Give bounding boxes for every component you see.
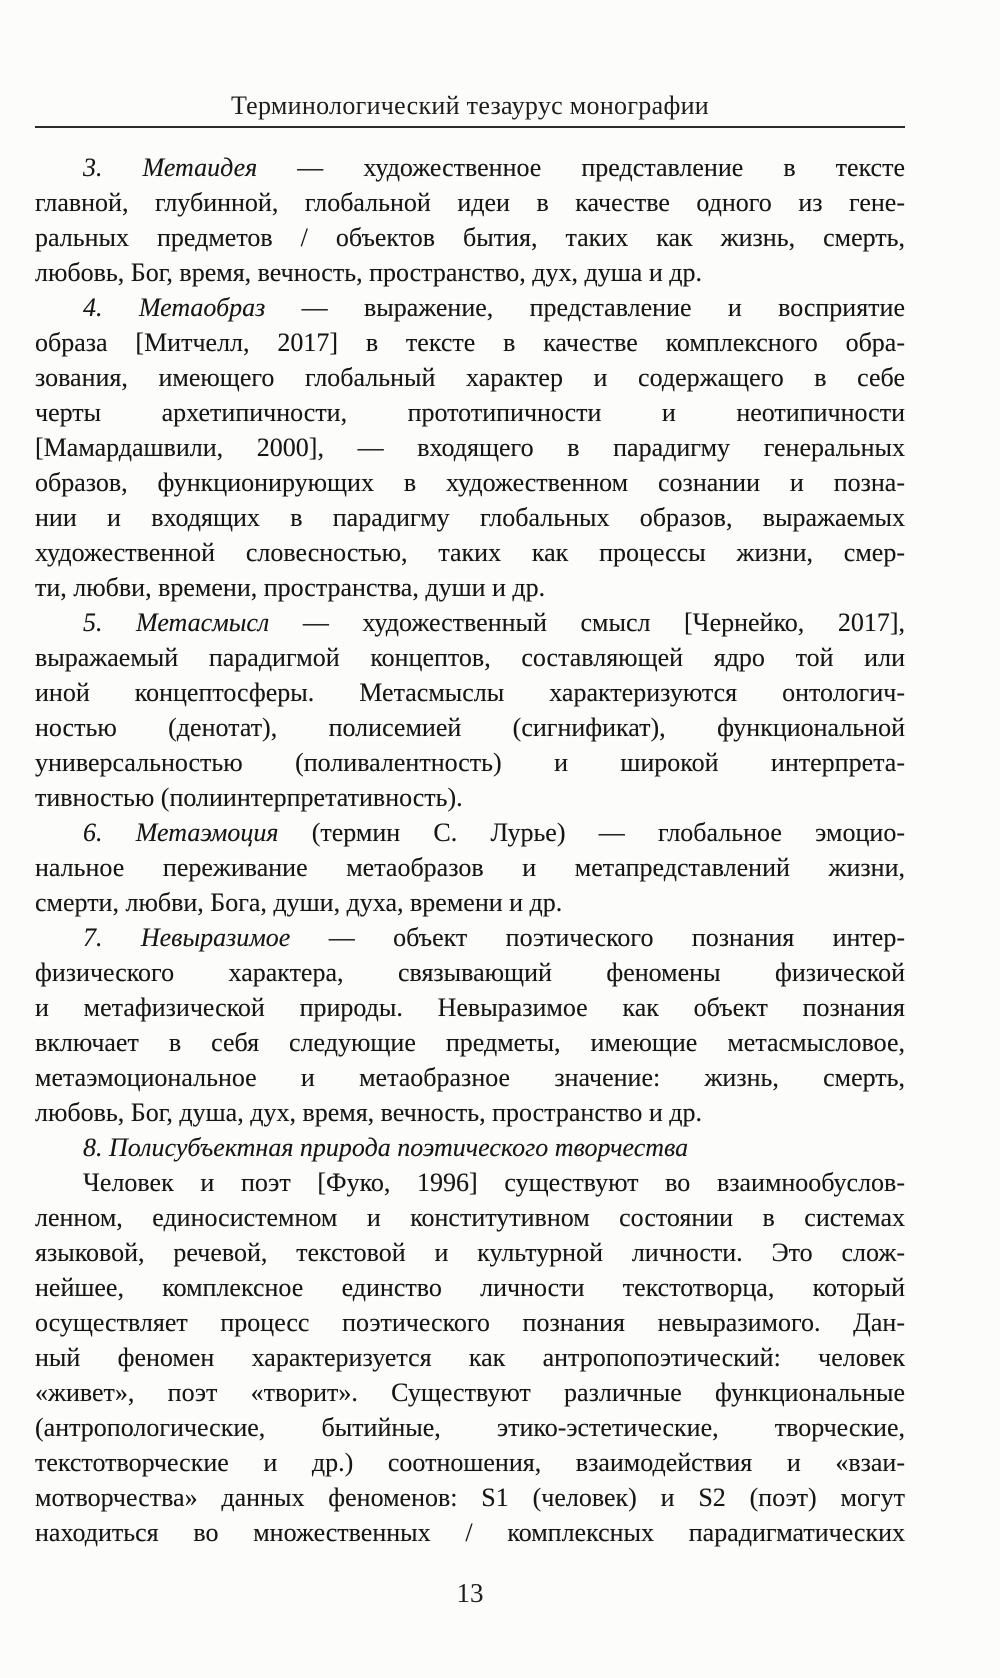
term-italic-text: 3. Метаидея	[83, 153, 258, 182]
paragraph-term-3-metaidea	[35, 150, 905, 290]
body-text-segment: метаэмоциональное и метаобразное значение: жизнь, смерть,	[35, 1063, 905, 1092]
body-text-segment: универсальностью (поливалентность) и широкой интерпрета-	[35, 748, 905, 777]
body-text-segment: нейшее, комплексное единство личности текстотворца, который	[35, 1273, 905, 1302]
body-text-segment: — художественный смысл [Чернейко, 2017],	[269, 608, 906, 637]
text-line	[35, 780, 905, 815]
paragraph-term-4-metaobraz	[35, 290, 905, 605]
page-body-text	[35, 150, 905, 1550]
body-text-segment: любовь, Бог, время, вечность, пространство, дух, душа и др.	[35, 258, 702, 287]
text-line	[35, 570, 905, 605]
text-line	[35, 675, 905, 710]
text-line	[35, 990, 905, 1025]
body-text-segment: образа [Митчелл, 2017] в тексте в качестве комплексного обра-	[35, 328, 905, 357]
text-line	[35, 395, 905, 430]
text-line	[35, 1165, 905, 1200]
term-italic-text: 7. Невыразимое	[83, 923, 291, 952]
text-line	[35, 955, 905, 990]
body-text-segment: выражаемый парадигмой концептов, составляющей ядро той или	[35, 643, 905, 672]
text-line	[35, 1480, 905, 1515]
text-line	[35, 255, 905, 290]
text-line	[35, 745, 905, 780]
body-text-segment: зования, имеющего глобальный характер и содержащего в себе	[35, 363, 905, 392]
body-text-segment: нии и входящих в парадигму глобальных образов, выражаемых	[35, 503, 905, 532]
text-line	[35, 500, 905, 535]
text-line	[35, 1340, 905, 1375]
body-text-segment: ти, любви, времени, пространства, души и др.	[35, 573, 546, 602]
header-rule	[35, 126, 905, 128]
body-text-segment: главной, глубинной, глобальной идеи в качестве одного из гене-	[35, 188, 905, 217]
body-text-segment: осуществляет процесс поэтического познания невыразимого. Дан-	[35, 1308, 905, 1337]
running-title: Терминологический тезаурус монографии	[230, 91, 710, 120]
text-line	[35, 885, 905, 920]
body-text-segment: художественной словесностью, таких как процессы жизни, смер-	[35, 538, 905, 567]
body-text-segment: (термин С. Лурье) — глобальное эмоцио-	[278, 818, 905, 847]
text-line	[35, 185, 905, 220]
text-line	[35, 850, 905, 885]
text-line	[35, 1375, 905, 1410]
text-line	[35, 1410, 905, 1445]
body-text-segment: ральных предметов / объектов бытия, таких как жизнь, смерть,	[35, 223, 905, 252]
paragraph-term-8-heading	[35, 1130, 905, 1165]
paragraph-term-7-nevyrazimoe	[35, 920, 905, 1130]
body-text-segment: и метафизической природы. Невыразимое как объект познания	[35, 993, 905, 1022]
text-line	[35, 710, 905, 745]
paragraph-term-6-metaemotsiya	[35, 815, 905, 920]
body-text-segment: физического характера, связывающий феномены физической	[35, 958, 905, 987]
text-line	[35, 150, 905, 185]
body-text-segment: — выражение, представление и восприятие	[265, 293, 905, 322]
text-line	[35, 220, 905, 255]
body-text-segment: образов, функционирующих в художественном сознании и позна-	[35, 468, 905, 497]
text-line	[35, 430, 905, 465]
body-text-segment: ленном, единосистемном и конститутивном состоянии в системах	[35, 1203, 905, 1232]
body-text-segment: (антропологические, бытийные, этико-эстетические, творческие,	[35, 1413, 905, 1442]
body-text-segment: — объект поэтического познания интер-	[290, 923, 905, 952]
body-text-segment: включает в себя следующие предметы, имеющие метасмысловое,	[35, 1028, 905, 1057]
text-line	[35, 815, 905, 850]
body-text-segment: «живет», поэт «творит». Существуют различные функциональные	[35, 1378, 905, 1407]
term-italic-text: 6. Метаэмоция	[83, 818, 279, 847]
body-text-segment: — художественное представление в тексте	[257, 153, 905, 182]
text-line	[35, 1235, 905, 1270]
body-text-segment: текстотворческие и др.) соотношения, взаимодействия и «взаи-	[35, 1448, 905, 1477]
body-text-segment: ный феномен характеризуется как антропопоэтический: человек	[35, 1343, 905, 1372]
text-line	[35, 360, 905, 395]
body-text-segment: любовь, Бог, душа, дух, время, вечность, пространство и др.	[35, 1098, 702, 1127]
text-line	[35, 920, 905, 955]
text-line	[35, 1095, 905, 1130]
text-line	[35, 1130, 905, 1165]
body-text-segment: иной концептосферы. Метасмыслы характеризуются онтологич-	[35, 678, 905, 707]
text-line	[35, 465, 905, 500]
text-line	[35, 640, 905, 675]
term-italic-text: 8. Полисубъектная природа поэтического творчества	[83, 1133, 689, 1162]
text-line	[35, 290, 905, 325]
body-text-segment: нальное переживание метаобразов и метапредставлений жизни,	[35, 853, 905, 882]
body-text-segment: черты архетипичности, прототипичности и неотипичности	[35, 398, 905, 427]
text-line	[35, 1305, 905, 1340]
text-line	[35, 535, 905, 570]
body-text-segment: мотворчества» данных феноменов: S1 (человек) и S2 (поэт) могут	[35, 1483, 905, 1512]
text-line	[35, 1445, 905, 1480]
page-number: 13	[456, 1578, 484, 1608]
text-line	[35, 605, 905, 640]
text-line	[35, 1270, 905, 1305]
text-line	[35, 325, 905, 360]
body-text-segment: ностью (денотат), полисемией (сигнификат), функциональной	[35, 713, 905, 742]
body-text-segment: тивностью (полиинтерпретативность).	[35, 783, 463, 812]
paragraph-term-8-body	[35, 1165, 905, 1550]
text-line	[35, 1025, 905, 1060]
paragraph-term-5-metasmysl	[35, 605, 905, 815]
body-text-segment: находиться во множественных / комплексных парадигматических	[35, 1518, 905, 1547]
term-italic-text: 5. Метасмысл	[83, 608, 270, 637]
body-text-segment: Человек и поэт [Фуко, 1996] существуют во взаимнообуслов-	[83, 1168, 905, 1197]
text-line	[35, 1515, 905, 1550]
body-text-segment: [Мамардашвили, 2000], — входящего в парадигму генеральных	[35, 433, 905, 462]
text-line	[35, 1060, 905, 1095]
term-italic-text: 4. Метаобраз	[83, 293, 266, 322]
body-text-segment: смерти, любви, Бога, души, духа, времени и др.	[35, 888, 563, 917]
body-text-segment: языковой, речевой, текстовой и культурной личности. Это слож-	[35, 1238, 905, 1267]
text-line	[35, 1200, 905, 1235]
